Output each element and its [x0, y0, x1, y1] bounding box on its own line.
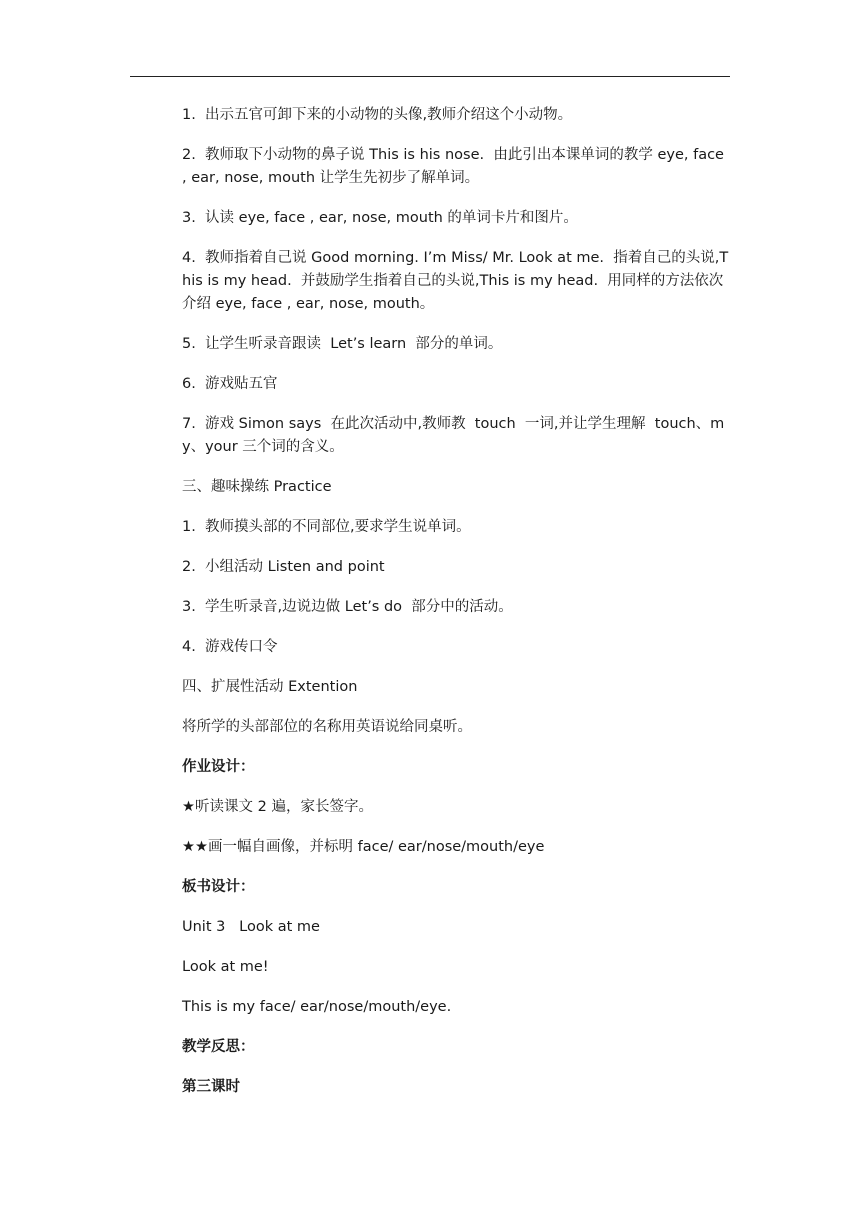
practice-heading: 三、趣味操练 Practice [182, 479, 332, 495]
step-5-paragraph: 5. 让学生听录音跟读 Let’s learn 部分的单词。 [182, 336, 503, 352]
board-line-3: This is my face/ ear/nose/mouth/eye. [182, 999, 452, 1015]
board-design-heading: 板书设计： [182, 879, 255, 895]
step-6-paragraph: 6. 游戏贴五官 [182, 376, 278, 392]
homework-item-1: ★听读课文 2 遍，家长签字。 [182, 799, 373, 815]
reflection-heading: 教学反思： [182, 1039, 255, 1055]
practice-step-4: 4. 游戏传口令 [182, 639, 278, 655]
board-line-2: Look at me! [182, 959, 269, 975]
extension-text: 将所学的头部部位的名称用英语说给同桌听。 [182, 719, 472, 735]
practice-step-3: 3. 学生听录音,边说边做 Let’s do 部分中的活动。 [182, 599, 513, 615]
document-body [182, 104, 730, 1116]
third-lesson-heading: 第三课时 [182, 1079, 240, 1095]
header-rule [130, 76, 730, 77]
step-2-paragraph: 2. 教师取下小动物的鼻子说 This is his nose. 由此引出本课单词的教学 eye, face , ear, nose, mouth 让学生先初步了解单词。 [182, 147, 729, 186]
practice-step-2: 2. 小组活动 Listen and point [182, 559, 385, 575]
board-line-1: Unit 3 Look at me [182, 919, 320, 935]
homework-heading: 作业设计： [182, 759, 255, 775]
practice-step-1: 1. 教师摸头部的不同部位,要求学生说单词。 [182, 519, 471, 535]
step-7-paragraph: 7. 游戏 Simon says 在此次活动中,教师教 touch 一词,并让学生理解 touch、my、your 三个词的含义。 [182, 416, 725, 455]
homework-item-2: ★★画一幅自画像，并标明 face/ ear/nose/mouth/eye [182, 839, 545, 855]
step-4-paragraph: 4. 教师指着自己说 Good morning. I’m Miss/ Mr. Look at me. 指着自己的头说,This is my head. 并鼓励学生指着自己的头说,This is my head. 用同样的方法依次介绍 eye, face , ear, nose, mouth。 [182, 250, 729, 312]
extension-heading: 四、扩展性活动 Extention [182, 679, 358, 695]
step-1-paragraph: 1. 出示五官可卸下来的小动物的头像,教师介绍这个小动物。 [182, 107, 573, 123]
step-3-paragraph: 3. 认读 eye, face , ear, nose, mouth 的单词卡片和图片。 [182, 210, 578, 226]
